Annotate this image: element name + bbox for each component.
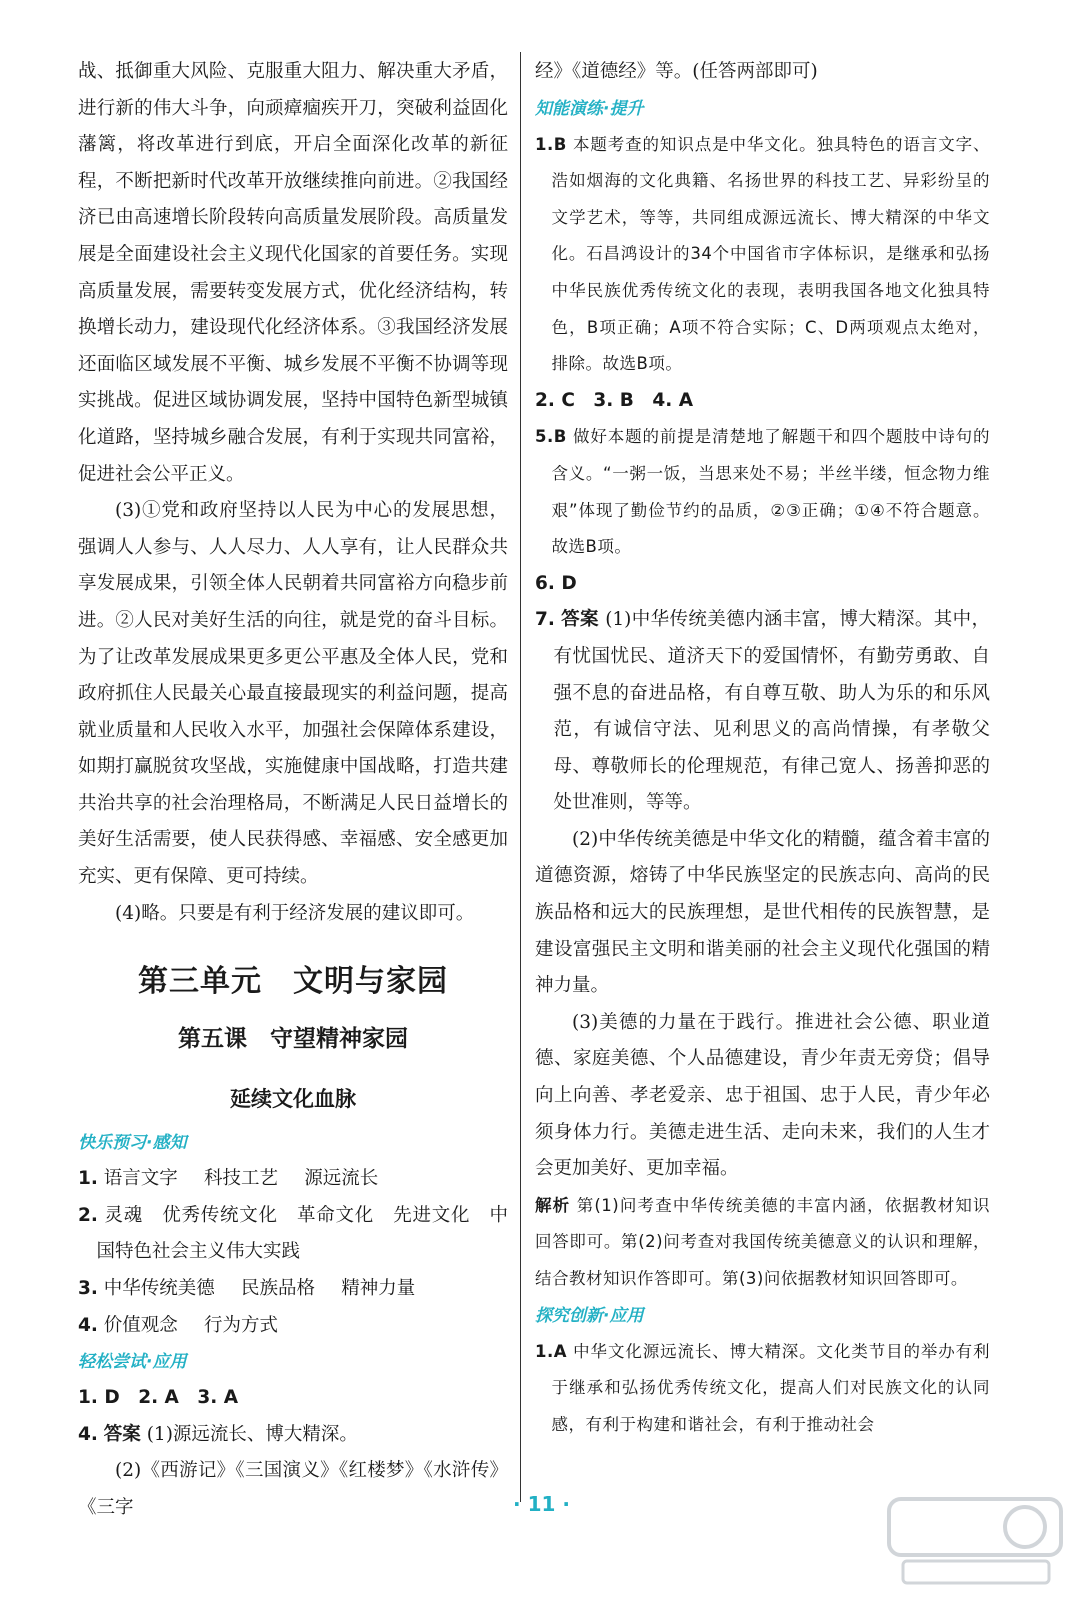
answer-paragraph: (2)中华传统美德是中华文化的精髓，蕴含着丰富的道德资源，熔铸了中华民族坚定的民族志向、高尚的民族品格和远大的民族理想，是世代相传的民族智慧，是建设富强民主文明和谐美丽的社会主义现代化强国的精神力量。 xyxy=(535,828,990,997)
answer-choice: B xyxy=(553,134,567,154)
item-number: 1. xyxy=(78,1168,98,1190)
answer-item xyxy=(78,1308,508,1345)
answer-paragraph: (3)①党和政府坚持以人民为中心的发展思想，强调人人参与、人人尽力、人人享有，让人民群众共享发展成果，引领全体人民朝着共同富裕方向稳步前进。②人民对美好生活的向往，就是党的奋斗目标。为了让改革发展成果更多更公平惠及全体人民，党和政府抓住人民最关心最直接最现实的利益问题，提高就业质量和人民收入水平，加强社会保障体系建设，如期打赢脱贫攻坚战，实施健康中国战略，打造共建共治共享的社会治理格局，不断满足人民日益增长的美好生活需要，使人民获得感、幸福感、安全感更加充实、更有保障、更可持续。 xyxy=(78,500,508,888)
answer-item xyxy=(535,1334,990,1444)
item-number: 2. xyxy=(78,1204,98,1226)
analysis-item xyxy=(535,1188,990,1298)
item-number: 4. xyxy=(78,1423,98,1445)
answer-text: 价值观念 xyxy=(103,1314,178,1336)
answer-paragraph: (3)美德的力量在于践行。推进社会公德、职业道德、家庭美德、个人品德建设，青少年责无旁贷；倡导向上向善、孝老爱亲、忠于祖国、忠于人民，青少年必须身体力行。美德走进生活、走向未来，我们的人生才会更加美好、更加幸福。 xyxy=(535,1011,990,1180)
answer-text: 民族品格 xyxy=(241,1278,316,1300)
answer-tag: 答案 xyxy=(561,609,599,631)
answer-item xyxy=(78,1417,508,1454)
section-heading: 快乐预习·感知 xyxy=(78,1133,187,1154)
answer-text: (1)中华传统美德内涵丰富，博大精深。其中，有忧国忧民、道济天下的爱国情怀，有勤劳勇敢、自强不息的奋进品格，有自尊互敬、助人为乐的和乐风范，有诚信守法、见利思义的高尚情操，有孝敬父母、尊敬师长的伦理规范，有律己宽人、扬善抑恶的处世准则，等等。 xyxy=(553,609,990,814)
answer-item xyxy=(78,1271,508,1308)
explanation-text: 做好本题的前提是清楚地了解题干和四个题肢中诗句的含义。“一粥一饭，当思来处不易；半丝半缕，恒念物力维艰”体现了勤俭节约的品质，②③正确；①④不符合题意。故选B项。 xyxy=(551,427,990,557)
answer-text: 中华传统美德 xyxy=(103,1278,215,1300)
item-number: 1. xyxy=(535,1341,554,1361)
answer-item xyxy=(535,602,990,822)
answer-text: 语言文字 xyxy=(103,1168,178,1190)
lesson-title: 第五课 守望精神家园 xyxy=(178,1026,408,1053)
answer-paragraph: 战、抵御重大风险、克服重大阻力、解决重大矛盾，进行新的伟大斗争，向顽瘴痼疾开刀，突破利益固化藩篱，将改革进行到底，开启全面深化改革的新征程，不断把新时代改革开放继续推向前进。②我国经济已由高速增长阶段转向高质量发展阶段。高质量发展是全面建设社会主义现代化国家的首要任务。实现高质量发展，需要转变发展方式，优化经济结构，转换增长动力，建设现代化经济体系。③我国经济发展还面临区域发展不平衡、城乡发展不平衡不协调等现实挑战。促进区域协调发展，坚持中国特色新型城镇化道路，坚持城乡融合发展，有利于实现共同富裕，促进社会公平正义。 xyxy=(78,61,508,485)
item-number: 1. xyxy=(535,134,554,154)
analysis-tag: 解析 xyxy=(535,1195,571,1215)
section-heading: 知能演练·提升 xyxy=(535,98,644,119)
explanation-text: 中华文化源远流长、博大精深。文化类节目的举办有利于继承和弘扬优秀传统文化，提高人们对民族文化的认同感，有利于构建和谐社会，有利于推动社会 xyxy=(551,1341,991,1434)
answer-paragraph: (2)《西游记》《三国演义》《红楼梦》《水浒传》《三字 xyxy=(78,1460,508,1518)
answer-choice: A xyxy=(553,1341,568,1361)
answer-item: 1. D 2. A 3. A xyxy=(78,1387,239,1409)
item-number: 4. xyxy=(78,1314,98,1336)
item-number: 5. xyxy=(535,427,554,447)
section-heading: 探究创新·应用 xyxy=(535,1305,644,1326)
answer-item xyxy=(78,1161,508,1198)
answer-tag: 答案 xyxy=(103,1423,141,1445)
answer-item: 2. C 3. B 4. A xyxy=(535,389,694,411)
page-number: · 11 · xyxy=(513,1492,570,1516)
topic-title: 延续文化血脉 xyxy=(230,1087,356,1112)
answer-text: 源远流长 xyxy=(304,1168,379,1190)
answer-paragraph: (4)略。只要是有利于经济发展的建议即可。 xyxy=(115,902,475,924)
answer-item xyxy=(535,419,990,565)
answer-paragraph: 经》《道德经》等。(任答两部即可) xyxy=(535,61,818,82)
item-number: 3. xyxy=(78,1278,98,1300)
explanation-text: 本题考查的知识点是中华文化。独具特色的语言文字、浩如烟海的文化典籍、名扬世界的科技工艺、异彩纷呈的文学艺术，等等，共同组成源远流长、博大精深的中华文化。石昌鸿设计的34个中国省市字体标识，是继承和弘扬中华民族优秀传统文化的表现，表明我国各地文化独具特色，B项正确；A项不符合实际；C、D两项观点太绝对，排除。故选B项。 xyxy=(551,134,990,374)
answer-text: 行为方式 xyxy=(204,1314,279,1336)
column-divider xyxy=(520,52,521,1502)
section-heading: 轻松尝试·应用 xyxy=(78,1352,187,1373)
watermark-logo xyxy=(885,1495,1065,1590)
answer-choice: B xyxy=(553,427,567,447)
right-column xyxy=(535,54,990,1443)
explanation-text: 第(1)问考查中华传统美德的丰富内涵，依据教材知识回答即可。第(2)问考查对我国传统美德意义的认识和理解，结合教材知识作答即可。第(3)问依据教材知识回答即可。 xyxy=(535,1195,991,1288)
answer-text: (1)源远流长、博大精深。 xyxy=(146,1423,358,1445)
unit-title: 第三单元 文明与家园 xyxy=(138,964,448,1000)
item-number: 7. xyxy=(535,609,555,631)
answer-text: 灵魂 优秀传统文化 革命文化 先进文化 中国特色社会主义伟大实践 xyxy=(96,1204,508,1263)
answer-item: 6. D xyxy=(535,572,577,594)
answer-text: 科技工艺 xyxy=(204,1168,279,1190)
left-column xyxy=(78,54,508,1527)
answer-text: 精神力量 xyxy=(341,1278,416,1300)
answer-item xyxy=(535,127,990,383)
answer-item xyxy=(78,1198,508,1271)
